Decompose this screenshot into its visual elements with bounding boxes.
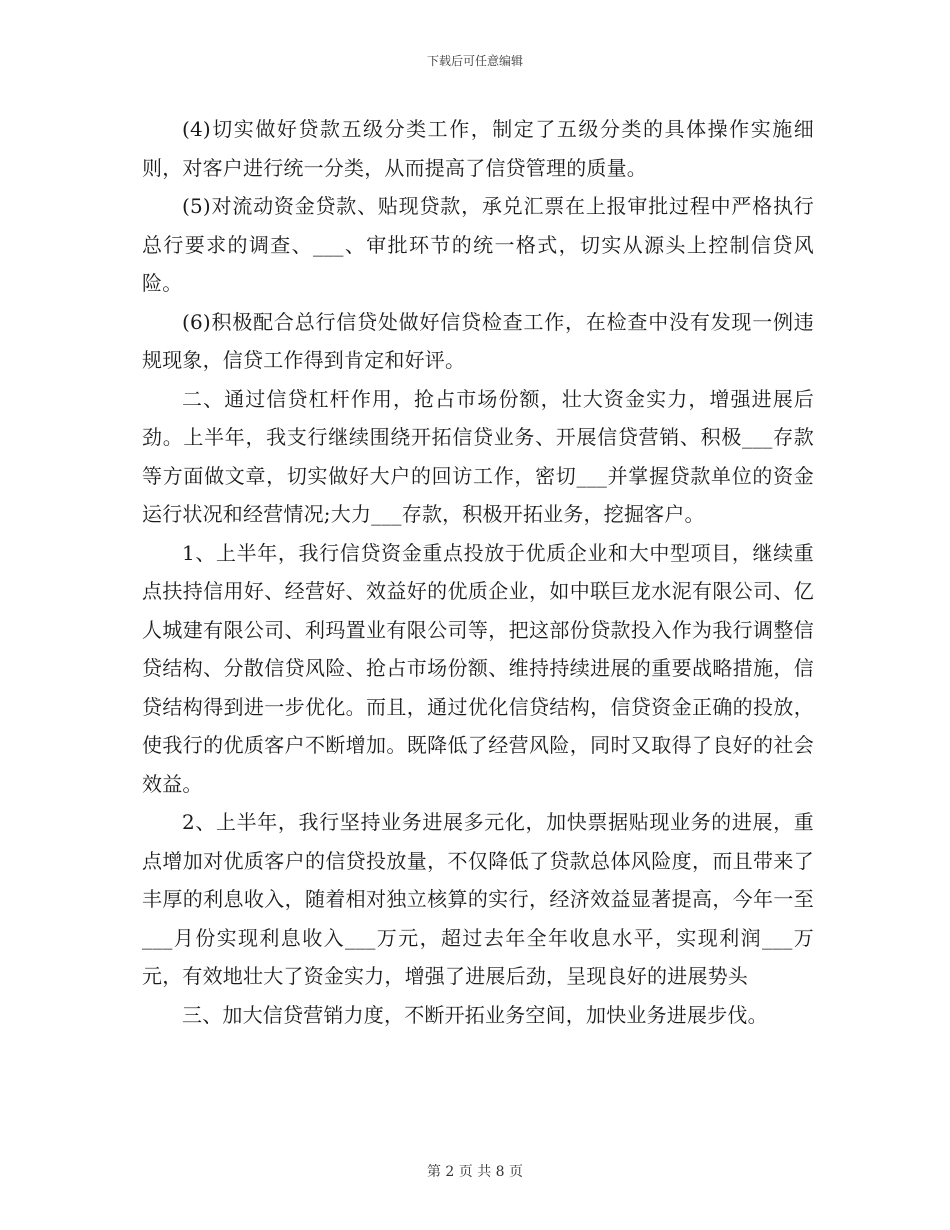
document-body bbox=[142, 110, 814, 1034]
page-number-footer: 第 2 页 共 8 页 bbox=[426, 1164, 524, 1180]
paragraph-section-3: 三、加大信贷营销力度，不断开拓业务空间，加快业务进展步伐。 bbox=[182, 1002, 768, 1027]
paragraph-item-5: (5)对流动资金贷款、贴现贷款，承兑汇票在上报审批过程中严格执行总行要求的调查、___、审批环节的统一格式，切实从源头上控制信贷风险。 bbox=[142, 194, 814, 295]
paragraph-point-1: 1、上半年，我行信贷资金重点投放于优质企业和大中型项目，继续重点扶持信用好、经营好、效益好的优质企业，如中联巨龙水泥有限公司、亿人城建有限公司、利玛置业有限公司等，把这部份贷款投入作为我行调整信贷结构、分散信贷风险、抢占市场份额、维持持续进展的重要战略措施，信贷结构得到进一步优化。而且，通过优化信贷结构，信贷资金正确的投放，使我行的优质客户不断增加。既降低了经营风险，同时又取得了良好的社会效益。 bbox=[142, 540, 814, 796]
paragraph-item-4: (4)切实做好贷款五级分类工作，制定了五级分类的具体操作实施细则，对客户进行统一分类，从而提高了信贷管理的质量。 bbox=[142, 117, 814, 180]
paragraph-point-2: 2、上半年，我行坚持业务进展多元化，加快票据贴现业务的进展，重点增加对优质客户的信贷投放量，不仅降低了贷款总体风险度，而且带来了丰厚的利息收入，随着相对独立核算的实行，经济效益显著提高，今年一至___月份实现利息收入___万元，超过去年全年收息水平，实现利润___万元，有效地壮大了资金实力，增强了进展后劲，呈现良好的进展势头 bbox=[142, 810, 814, 988]
page-header: 下载后可任意编辑 bbox=[426, 54, 523, 68]
paragraph-section-2: 二、通过信贷杠杆作用，抢占市场份额，壮大资金实力，增强进展后劲。上半年，我支行继续围绕开拓信贷业务、开展信贷营销、积极___存款等方面做文章，切实做好大户的回访工作，密切___并掌握贷款单位的资金运行状况和经营情况;大力___存款，积极开拓业务，挖掘客户。 bbox=[142, 386, 814, 526]
paragraph-item-6: (6)积极配合总行信贷处做好信贷检查工作，在检查中没有发现一例违规现象，信贷工作得到肯定和好评。 bbox=[142, 309, 814, 372]
